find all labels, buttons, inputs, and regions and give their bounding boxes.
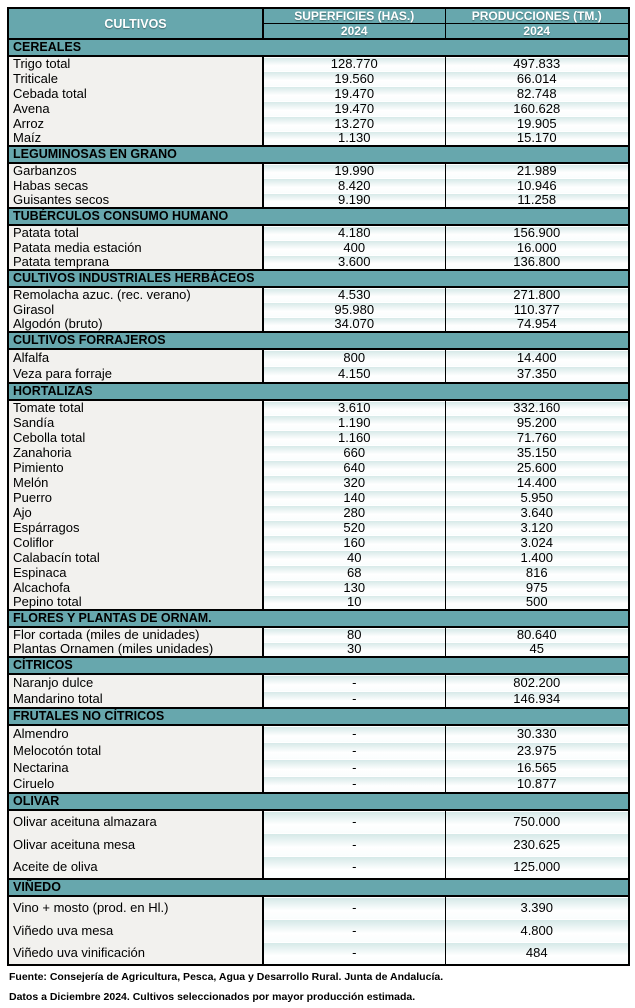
table-row (8, 725, 629, 742)
table-row (8, 627, 629, 642)
table-row (8, 302, 629, 317)
produccion-value: 11.258 (445, 193, 629, 208)
superficie-value: 320 (263, 475, 445, 490)
crop-name: Guisantes secos (8, 193, 263, 208)
produccion-value: 816 (445, 565, 629, 580)
superficie-value: 400 (263, 240, 445, 255)
section-header: CULTIVOS FORRAJEROS (8, 332, 629, 349)
table-row (8, 430, 629, 445)
superficie-value: 4.530 (263, 287, 445, 302)
produccion-value: 3.024 (445, 535, 629, 550)
superficie-value: 68 (263, 565, 445, 580)
crop-name: Espárragos (8, 520, 263, 535)
section-header-row (8, 39, 629, 56)
section-header-row (8, 208, 629, 225)
superficie-value: 34.070 (263, 317, 445, 332)
superficie-value: 19.990 (263, 163, 445, 178)
produccion-value: 80.640 (445, 627, 629, 642)
produccion-value: 82.748 (445, 86, 629, 101)
section-header-row (8, 332, 629, 349)
produccion-value: 110.377 (445, 302, 629, 317)
produccion-value: 750.000 (445, 810, 629, 833)
crop-name: Olivar aceituna almazara (8, 810, 263, 833)
year-producciones: 2024 (445, 24, 629, 40)
crop-name: Alfalfa (8, 349, 263, 366)
table-row (8, 896, 629, 919)
crop-name: Ciruelo (8, 776, 263, 793)
table-row (8, 565, 629, 580)
year-superficies: 2024 (263, 24, 445, 40)
crop-name: Naranjo dulce (8, 674, 263, 691)
crop-name: Arroz (8, 116, 263, 131)
crop-name: Melocotón total (8, 742, 263, 759)
section-header: HORTALIZAS (8, 383, 629, 400)
crop-name: Zanahoria (8, 445, 263, 460)
produccion-value: 5.950 (445, 490, 629, 505)
table-header (8, 8, 629, 39)
superficie-value: 3.610 (263, 400, 445, 415)
table-row (8, 225, 629, 240)
superficie-value: - (263, 810, 445, 833)
section-header-row (8, 610, 629, 627)
table-row (8, 475, 629, 490)
column-header-cultivos: CULTIVOS (8, 8, 263, 39)
produccion-value: 23.975 (445, 742, 629, 759)
produccion-value: 45 (445, 642, 629, 657)
produccion-value: 35.150 (445, 445, 629, 460)
produccion-value: 95.200 (445, 415, 629, 430)
superficie-value: - (263, 919, 445, 942)
superficie-value: 19.560 (263, 71, 445, 86)
table-row (8, 400, 629, 415)
produccion-value: 136.800 (445, 255, 629, 270)
superficie-value: 40 (263, 550, 445, 565)
crop-name: Cebada total (8, 86, 263, 101)
section-header-row (8, 793, 629, 810)
produccion-value: 497.833 (445, 56, 629, 71)
superficie-value: 19.470 (263, 101, 445, 116)
table-row (8, 919, 629, 942)
crop-name: Triticale (8, 71, 263, 86)
produccion-value: 74.954 (445, 317, 629, 332)
crop-name: Flor cortada (miles de unidades) (8, 627, 263, 642)
produccion-value: 25.600 (445, 460, 629, 475)
superficie-value: 1.190 (263, 415, 445, 430)
crop-name: Aceite de oliva (8, 856, 263, 879)
produccion-value: 484 (445, 942, 629, 965)
section-header-row (8, 879, 629, 896)
table-row (8, 833, 629, 856)
produccion-value: 15.170 (445, 131, 629, 146)
table-row (8, 674, 629, 691)
crop-name: Cebolla total (8, 430, 263, 445)
table-row (8, 460, 629, 475)
section-header-row (8, 657, 629, 674)
footer-date-note: Datos a Diciembre 2024. Cultivos seleccionados por mayor producción estimada. (9, 991, 416, 1003)
crop-name: Patata total (8, 225, 263, 240)
produccion-value: 66.014 (445, 71, 629, 86)
produccion-value: 271.800 (445, 287, 629, 302)
superficie-value: - (263, 942, 445, 965)
table-row (8, 116, 629, 131)
crop-name: Patata media estación (8, 240, 263, 255)
table-row (8, 56, 629, 71)
crop-name: Nectarina (8, 759, 263, 776)
superficie-value: 128.770 (263, 56, 445, 71)
produccion-value: 3.390 (445, 896, 629, 919)
table-row (8, 349, 629, 366)
crop-name: Viñedo uva vinificación (8, 942, 263, 965)
crop-name: Espinaca (8, 565, 263, 580)
superficie-value: 4.150 (263, 366, 445, 383)
crop-name: Algodón (bruto) (8, 317, 263, 332)
crop-name: Olivar aceituna mesa (8, 833, 263, 856)
table-row (8, 178, 629, 193)
table-row (8, 86, 629, 101)
crop-name: Garbanzos (8, 163, 263, 178)
section-header: FLORES Y PLANTAS DE ORNAM. (8, 610, 629, 627)
crop-name: Calabacín total (8, 550, 263, 565)
section-header: VIÑEDO (8, 879, 629, 896)
produccion-value: 16.565 (445, 759, 629, 776)
table-row (8, 550, 629, 565)
produccion-value: 10.946 (445, 178, 629, 193)
superficie-value: 10 (263, 595, 445, 610)
crop-name: Vino + mosto (prod. en Hl.) (8, 896, 263, 919)
produccion-value: 19.905 (445, 116, 629, 131)
superficie-value: - (263, 725, 445, 742)
produccion-value: 1.400 (445, 550, 629, 565)
produccion-value: 16.000 (445, 240, 629, 255)
footer-source-note: Fuente: Consejería de Agricultura, Pesca, Agua y Desarrollo Rural. Junta de Andalucía. (9, 971, 444, 983)
table-row (8, 642, 629, 657)
crop-name: Plantas Ornamen (miles unidades) (8, 642, 263, 657)
table-row (8, 505, 629, 520)
table-row (8, 255, 629, 270)
crop-name: Ajo (8, 505, 263, 520)
produccion-value: 230.625 (445, 833, 629, 856)
crop-name: Pepino total (8, 595, 263, 610)
superficie-value: - (263, 896, 445, 919)
section-header: CEREALES (8, 39, 629, 56)
produccion-value: 500 (445, 595, 629, 610)
footer (7, 966, 628, 1003)
crop-name: Puerro (8, 490, 263, 505)
table-row (8, 580, 629, 595)
crop-name: Veza para forraje (8, 366, 263, 383)
superficie-value: - (263, 691, 445, 708)
table-row (8, 366, 629, 383)
produccion-value: 10.877 (445, 776, 629, 793)
produccion-value: 3.120 (445, 520, 629, 535)
table-row (8, 101, 629, 116)
produccion-value: 14.400 (445, 475, 629, 490)
crop-name: Sandía (8, 415, 263, 430)
table-row (8, 193, 629, 208)
section-header-row (8, 270, 629, 287)
crop-name: Viñedo uva mesa (8, 919, 263, 942)
superficie-value: 1.130 (263, 131, 445, 146)
superficie-value: - (263, 776, 445, 793)
column-header-superficies: SUPERFICIES (HAS.) (263, 8, 445, 24)
table-row (8, 776, 629, 793)
section-header: LEGUMINOSAS EN GRANO (8, 146, 629, 163)
header-row-1 (8, 8, 629, 24)
crop-name: Melón (8, 475, 263, 490)
superficie-value: 160 (263, 535, 445, 550)
crops-table (7, 7, 630, 966)
produccion-value: 332.160 (445, 400, 629, 415)
crop-name: Tomate total (8, 400, 263, 415)
superficie-value: 95.980 (263, 302, 445, 317)
superficie-value: - (263, 759, 445, 776)
table-row (8, 742, 629, 759)
section-header-row (8, 146, 629, 163)
table-row (8, 317, 629, 332)
produccion-value: 71.760 (445, 430, 629, 445)
superficie-value: 640 (263, 460, 445, 475)
crop-name: Mandarino total (8, 691, 263, 708)
table-row (8, 415, 629, 430)
produccion-value: 146.934 (445, 691, 629, 708)
section-header: TUBÉRCULOS CONSUMO HUMANO (8, 208, 629, 225)
column-header-producciones: PRODUCCIONES (TM.) (445, 8, 629, 24)
section-header-row (8, 708, 629, 725)
section-header: OLIVAR (8, 793, 629, 810)
crop-name: Patata temprana (8, 255, 263, 270)
superficie-value: 13.270 (263, 116, 445, 131)
superficie-value: 1.160 (263, 430, 445, 445)
superficie-value: 140 (263, 490, 445, 505)
superficie-value: 80 (263, 627, 445, 642)
crop-name: Girasol (8, 302, 263, 317)
produccion-value: 802.200 (445, 674, 629, 691)
produccion-value: 156.900 (445, 225, 629, 240)
superficie-value: 800 (263, 349, 445, 366)
table-row (8, 691, 629, 708)
superficie-value: - (263, 674, 445, 691)
table-row (8, 520, 629, 535)
crop-name: Avena (8, 101, 263, 116)
superficie-value: 280 (263, 505, 445, 520)
produccion-value: 125.000 (445, 856, 629, 879)
crop-name: Almendro (8, 725, 263, 742)
crop-name: Pimiento (8, 460, 263, 475)
superficie-value: - (263, 856, 445, 879)
produccion-value: 14.400 (445, 349, 629, 366)
crop-name: Remolacha azuc. (rec. verano) (8, 287, 263, 302)
superficie-value: - (263, 742, 445, 759)
table-row (8, 287, 629, 302)
table-row (8, 71, 629, 86)
produccion-value: 160.628 (445, 101, 629, 116)
section-header-row (8, 383, 629, 400)
superficie-value: 4.180 (263, 225, 445, 240)
table-row (8, 595, 629, 610)
table-row (8, 759, 629, 776)
superficie-value: 130 (263, 580, 445, 595)
table-row (8, 535, 629, 550)
produccion-value: 4.800 (445, 919, 629, 942)
section-header: CULTIVOS INDUSTRIALES HERBÁCEOS (8, 270, 629, 287)
produccion-value: 30.330 (445, 725, 629, 742)
table-row (8, 856, 629, 879)
table-row (8, 942, 629, 965)
crop-name: Alcachofa (8, 580, 263, 595)
produccion-value: 37.350 (445, 366, 629, 383)
table-row (8, 240, 629, 255)
superficie-value: 660 (263, 445, 445, 460)
produccion-value: 21.989 (445, 163, 629, 178)
crop-name: Coliflor (8, 535, 263, 550)
table-row (8, 445, 629, 460)
superficie-value: 520 (263, 520, 445, 535)
crop-name: Trigo total (8, 56, 263, 71)
superficie-value: 9.190 (263, 193, 445, 208)
table-row (8, 163, 629, 178)
crop-name: Habas secas (8, 178, 263, 193)
superficie-value: - (263, 833, 445, 856)
superficie-value: 30 (263, 642, 445, 657)
superficie-value: 8.420 (263, 178, 445, 193)
produccion-value: 3.640 (445, 505, 629, 520)
table-body (8, 39, 629, 965)
table-row (8, 810, 629, 833)
superficie-value: 3.600 (263, 255, 445, 270)
section-header: CÍTRICOS (8, 657, 629, 674)
table-row (8, 490, 629, 505)
produccion-value: 975 (445, 580, 629, 595)
table-row (8, 131, 629, 146)
crop-name: Maíz (8, 131, 263, 146)
superficie-value: 19.470 (263, 86, 445, 101)
section-header: FRUTALES NO CÍTRICOS (8, 708, 629, 725)
